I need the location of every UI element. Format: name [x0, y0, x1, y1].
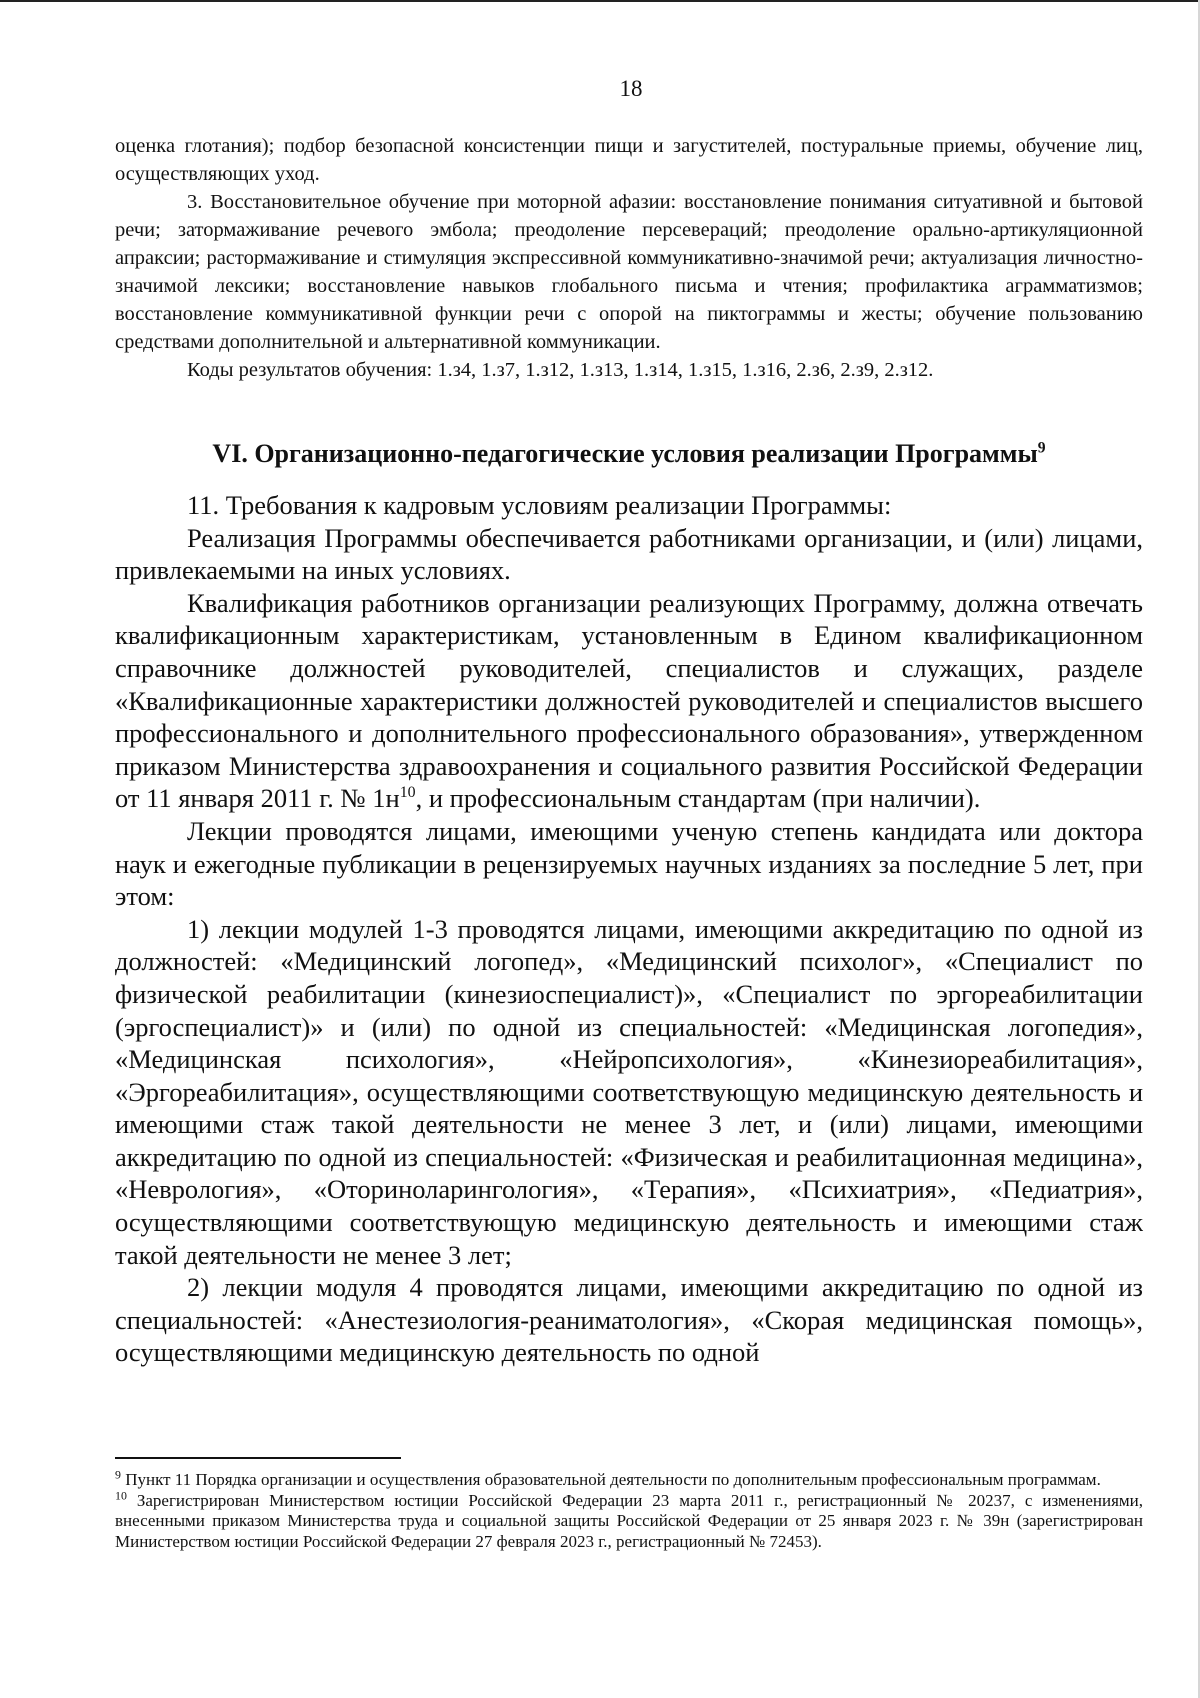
- paragraph-learning-codes: Коды результатов обучения: 1.з4, 1.з7, 1.з12, 1.з13, 1.з14, 1.з15, 1.з16, 2.з6, 2.з9, 2.з12.: [187, 359, 934, 381]
- list-item-modules-1-3: 1) лекции модулей 1-3 проводятся лицами, имеющими аккредитацию по одной из должностей: «Медицинский логопед», «Медицинский психолог», «Специалист по физической реабилитации (кинезиоспециалист)», «Специалист по эргореабилитации (эргоспециалист)» и (или) по одной из специальностей: «Медицинская логопедия», «Медицинская психология», «Нейропсихология», «Кинезиореабилитация», «Эргореабилитация», осуществляющими соответствующую медицинскую деятельность и имеющими стаж такой деятельности не менее 3 лет, и (или) лицами, имеющими аккредитацию по одной из специальностей: «Физическая и реабилитационная медицина», «Неврология», «Оториноларингология», «Терапия», «Психиатрия», «Педиатрия», осуществляющими соответствующую медицинскую деятельность и имеющими стаж такой деятельности не менее 3 лет;: [115, 913, 1143, 1270]
- section-heading: [115, 437, 1143, 471]
- list-item-module-4: 2) лекции модуля 4 проводятся лицами, имеющими аккредитацию по одной из специальностей: «Анестезиология-реаниматология», «Скорая медицинская помощь», осуществляющими медицинскую деятельность по одной: [115, 1272, 1143, 1368]
- intro-block: [115, 132, 1143, 384]
- footnote-10: [115, 1487, 1143, 1553]
- footnote-separator: [115, 1457, 401, 1459]
- scan-top-border: [0, 0, 1200, 2]
- qualification-text: Квалификация работников организации реализующих Программу, должна отвечать квалификационным характеристикам, установленным в Едином квалификационном справочнике должностей руководителей, специалистов и служащих, разделе «Квалификационные характеристики должностей руководителей и специалистов высшего профессионального и дополнительного профессионального образования», утвержденном приказом Министерства здравоохранения и социального развития Российской Федерации от 11 января 2011 г. № 1н: [115, 587, 1143, 814]
- paragraph-motor-aphasia: 3. Восстановительное обучение при моторной афазии: восстановление понимания ситуативной и бытовой речи; затормаживание речевого эмбола; преодоление персевераций; преодоление орально-артикуляционной апраксии; растормаживание и стимуляция экспрессивной коммуникативно-значимой речи; актуализация личностно-значимой лексики; восстановление навыков глобального письма и чтения; профилактика аграмматизмов; восстановление коммуникативной функции речи с опорой на пиктограммы и жесты; обучение пользованию средствами дополнительной и альтернативной коммуникации.: [115, 191, 1143, 353]
- footnote-mark: 9: [115, 1467, 121, 1482]
- paragraph-qualification: [115, 587, 1143, 815]
- paragraph-lectures: Лекции проводятся лицами, имеющими ученую степень кандидата или доктора наук и ежегодные публикации в рецензируемых научных изданиях за последние 5 лет, при этом:: [115, 815, 1143, 912]
- page-number: 18: [619, 76, 643, 101]
- footnote-text: Зарегистрирован Министерством юстиции Российской Федерации 23 марта 2011 г., регистрационный № 20237, с изменениями, внесенными приказом Министерства труда и социальной защиты Российской Федерации от 25 января 2023 г. № 39н (зарегистрирован Министерством юстиции Российской Федерации 27 февраля 2023 г., регистрационный № 72453).: [115, 1490, 1143, 1551]
- footnote-9: [115, 1467, 1143, 1491]
- qualification-tail: , и профессиональным стандартам (при наличии).: [415, 783, 981, 814]
- footnote-ref-9: 9: [1037, 439, 1046, 457]
- paragraph-staff-requirements: 11. Требования к кадровым условиям реализации Программы:: [187, 490, 892, 520]
- footnotes: [115, 1467, 1143, 1552]
- section-title: VI. Организационно-педагогические условия реализации Программы: [212, 439, 1038, 468]
- footnote-ref-10: 10: [399, 784, 416, 802]
- paragraph-implementation: Реализация Программы обеспечивается работниками организации, и (или) лицами, привлекаемыми на иных условиях.: [115, 522, 1143, 586]
- main-body: [115, 489, 1143, 1369]
- footnote-text: Пункт 11 Порядка организации и осуществления образовательной деятельности по дополнительным профессиональным программам.: [120, 1470, 1101, 1489]
- paragraph-swallowing: оценка глотания); подбор безопасной консистенции пищи и загустителей, постуральные приемы, обучение лиц, осуществляющих уход.: [115, 135, 1143, 185]
- footnote-mark: 10: [115, 1487, 127, 1502]
